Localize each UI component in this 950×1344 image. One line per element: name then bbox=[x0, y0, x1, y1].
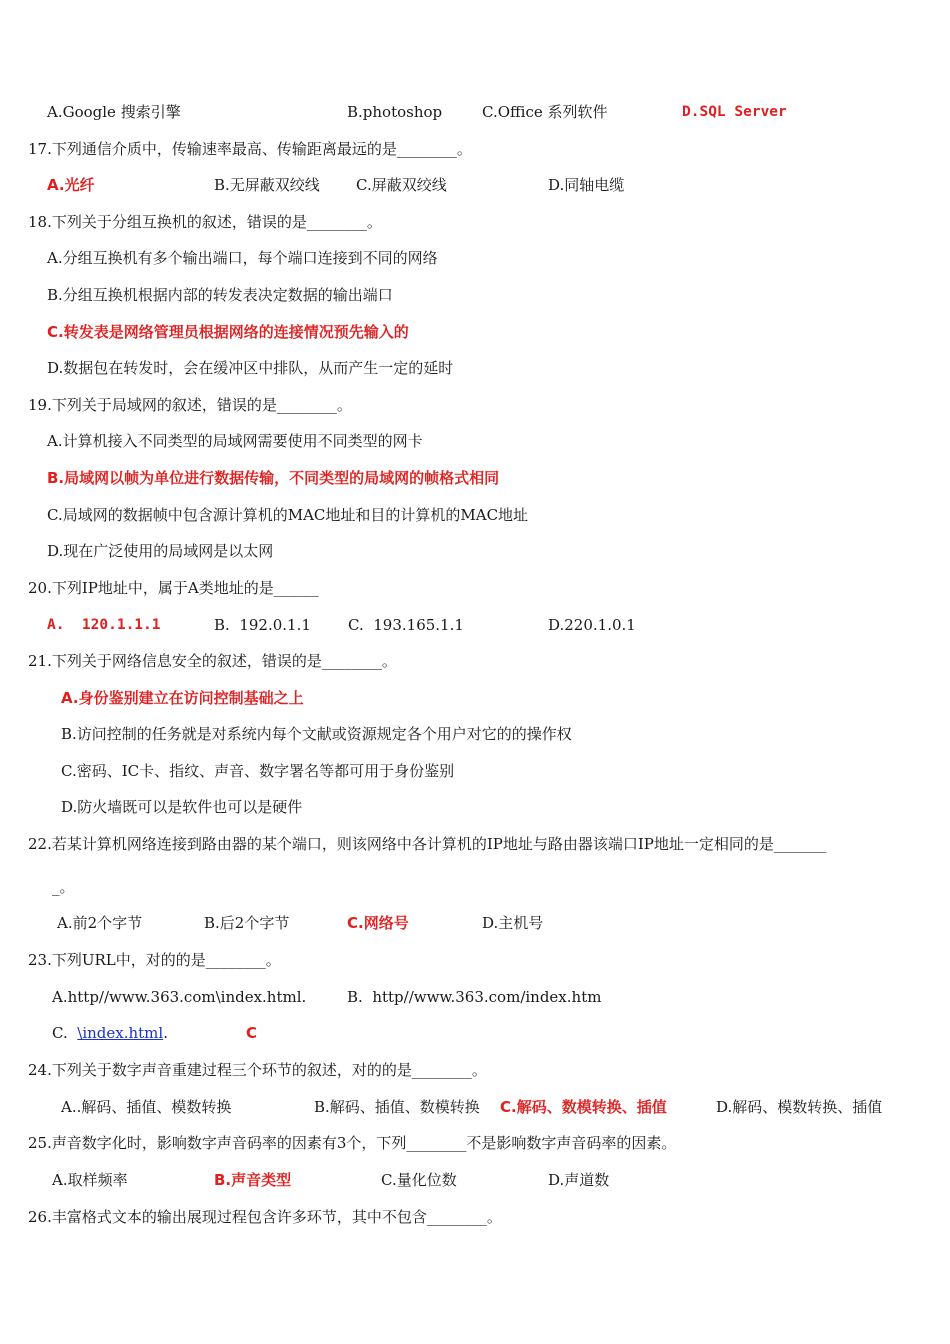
q23-option-c-link[interactable]: \index.html bbox=[77, 1024, 164, 1042]
q22-option-b: B.后2个字节 bbox=[204, 914, 290, 932]
q23-option-c-suffix: . bbox=[163, 1024, 168, 1042]
q23-option-b: B. http//www.363.com/index.htm bbox=[347, 988, 602, 1006]
q23-option-a: A.http//www.363.com\index.html. bbox=[52, 988, 307, 1006]
q17-option-c: C.屏蔽双绞线 bbox=[356, 176, 447, 194]
q22-stem: 22.若某计算机网络连接到路由器的某个端口，则该网络中各计算机的IP地址与路由器该端口IP地址一定相同的是_______ bbox=[28, 835, 827, 853]
q21-option-a-answer: A.身份鉴别建立在访问控制基础之上 bbox=[61, 689, 304, 707]
q23-option-c-prefix: C. bbox=[52, 1024, 68, 1042]
q21-option-c: C.密码、IC卡、指纹、声音、数字署名等都可用于身份鉴别 bbox=[61, 762, 455, 780]
q22-option-a: A.前2个字节 bbox=[57, 914, 143, 932]
q23-answer: C bbox=[246, 1024, 258, 1042]
q21-option-d: D.防火墙既可以是软件也可以是硬件 bbox=[61, 798, 303, 816]
q23-stem: 23.下列URL中，对的的是________。 bbox=[28, 951, 281, 969]
q26-stem: 26.丰富格式文本的输出展现过程包含许多环节，其中不包含________。 bbox=[28, 1208, 502, 1226]
q24-option-d: D.解码、模数转换、插值 bbox=[716, 1098, 883, 1116]
q20-option-c: C. 193.165.1.1 bbox=[348, 616, 464, 634]
q19-stem: 19.下列关于局域网的叙述，错误的是________。 bbox=[28, 396, 352, 414]
q24-stem: 24.下列关于数字声音重建过程三个环节的叙述，对的的是________。 bbox=[28, 1061, 487, 1079]
q18-option-a: A.分组互换机有多个输出端口，每个端口连接到不同的网络 bbox=[47, 249, 438, 267]
q21-stem: 21.下列关于网络信息安全的叙述，错误的是________。 bbox=[28, 652, 397, 670]
q16-option-d-answer: D.SQL Server bbox=[682, 104, 787, 120]
q25-stem: 25.声音数字化时，影响数字声音码率的因素有3个，下列________不是影响数字声音码率的因素。 bbox=[28, 1134, 677, 1152]
q19-option-a: A.计算机接入不同类型的局域网需要使用不同类型的网卡 bbox=[47, 432, 423, 450]
q21-option-b: B.访问控制的任务就是对系统内每个文献或资源规定各个用户对它的的操作权 bbox=[61, 725, 572, 743]
q22-stem-continued: _。 bbox=[52, 878, 75, 896]
q20-stem: 20.下列IP地址中，属于A类地址的是______ bbox=[28, 579, 319, 597]
q25-option-d: D.声道数 bbox=[548, 1171, 610, 1189]
q19-option-c: C.局域网的数据帧中包含源计算机的MAC地址和目的计算机的MAC地址 bbox=[47, 506, 529, 524]
q17-option-d: D.同轴电缆 bbox=[548, 176, 625, 194]
q16-option-b: B.photoshop bbox=[347, 103, 443, 121]
q22-option-c-answer: C.网络号 bbox=[347, 914, 409, 932]
q23-option-c bbox=[52, 1023, 168, 1043]
q16-option-a: A.Google 搜索引擎 bbox=[47, 103, 181, 121]
q17-option-b: B.无屏蔽双绞线 bbox=[214, 176, 320, 194]
q25-option-b-answer: B.声音类型 bbox=[214, 1171, 292, 1189]
q17-stem: 17.下列通信介质中，传输速率最高、传输距离最远的是________。 bbox=[28, 140, 472, 158]
q18-stem: 18.下列关于分组互换机的叙述，错误的是________。 bbox=[28, 213, 382, 231]
q22-option-d: D.主机号 bbox=[482, 914, 544, 932]
q25-option-a: A.取样频率 bbox=[52, 1171, 128, 1189]
q18-option-d: D.数据包在转发时，会在缓冲区中排队，从而产生一定的延时 bbox=[47, 359, 454, 377]
q25-option-c: C.量化位数 bbox=[381, 1171, 457, 1189]
q19-option-b-answer: B.局域网以帧为单位进行数据传输，不同类型的局域网的帧格式相同 bbox=[47, 469, 500, 487]
q20-option-d: D.220.1.0.1 bbox=[548, 616, 636, 634]
q24-option-c-answer: C.解码、数模转换、插值 bbox=[500, 1098, 667, 1116]
q18-option-b: B.分组互换机根据内部的转发表决定数据的输出端口 bbox=[47, 286, 393, 304]
q20-option-a-answer: A. 120.1.1.1 bbox=[47, 617, 161, 633]
q17-option-a-answer: A.光纤 bbox=[47, 176, 95, 194]
q18-option-c-answer: C.转发表是网络管理员根据网络的连接情况预先输入的 bbox=[47, 323, 409, 341]
q20-option-b: B. 192.0.1.1 bbox=[214, 616, 311, 634]
q19-option-d: D.现在广泛使用的局域网是以太网 bbox=[47, 542, 274, 560]
q24-option-b: B.解码、插值、数模转换 bbox=[314, 1098, 480, 1116]
q16-option-c: C.Office 系列软件 bbox=[482, 103, 608, 121]
q24-option-a: A..解码、插值、模数转换 bbox=[61, 1098, 232, 1116]
